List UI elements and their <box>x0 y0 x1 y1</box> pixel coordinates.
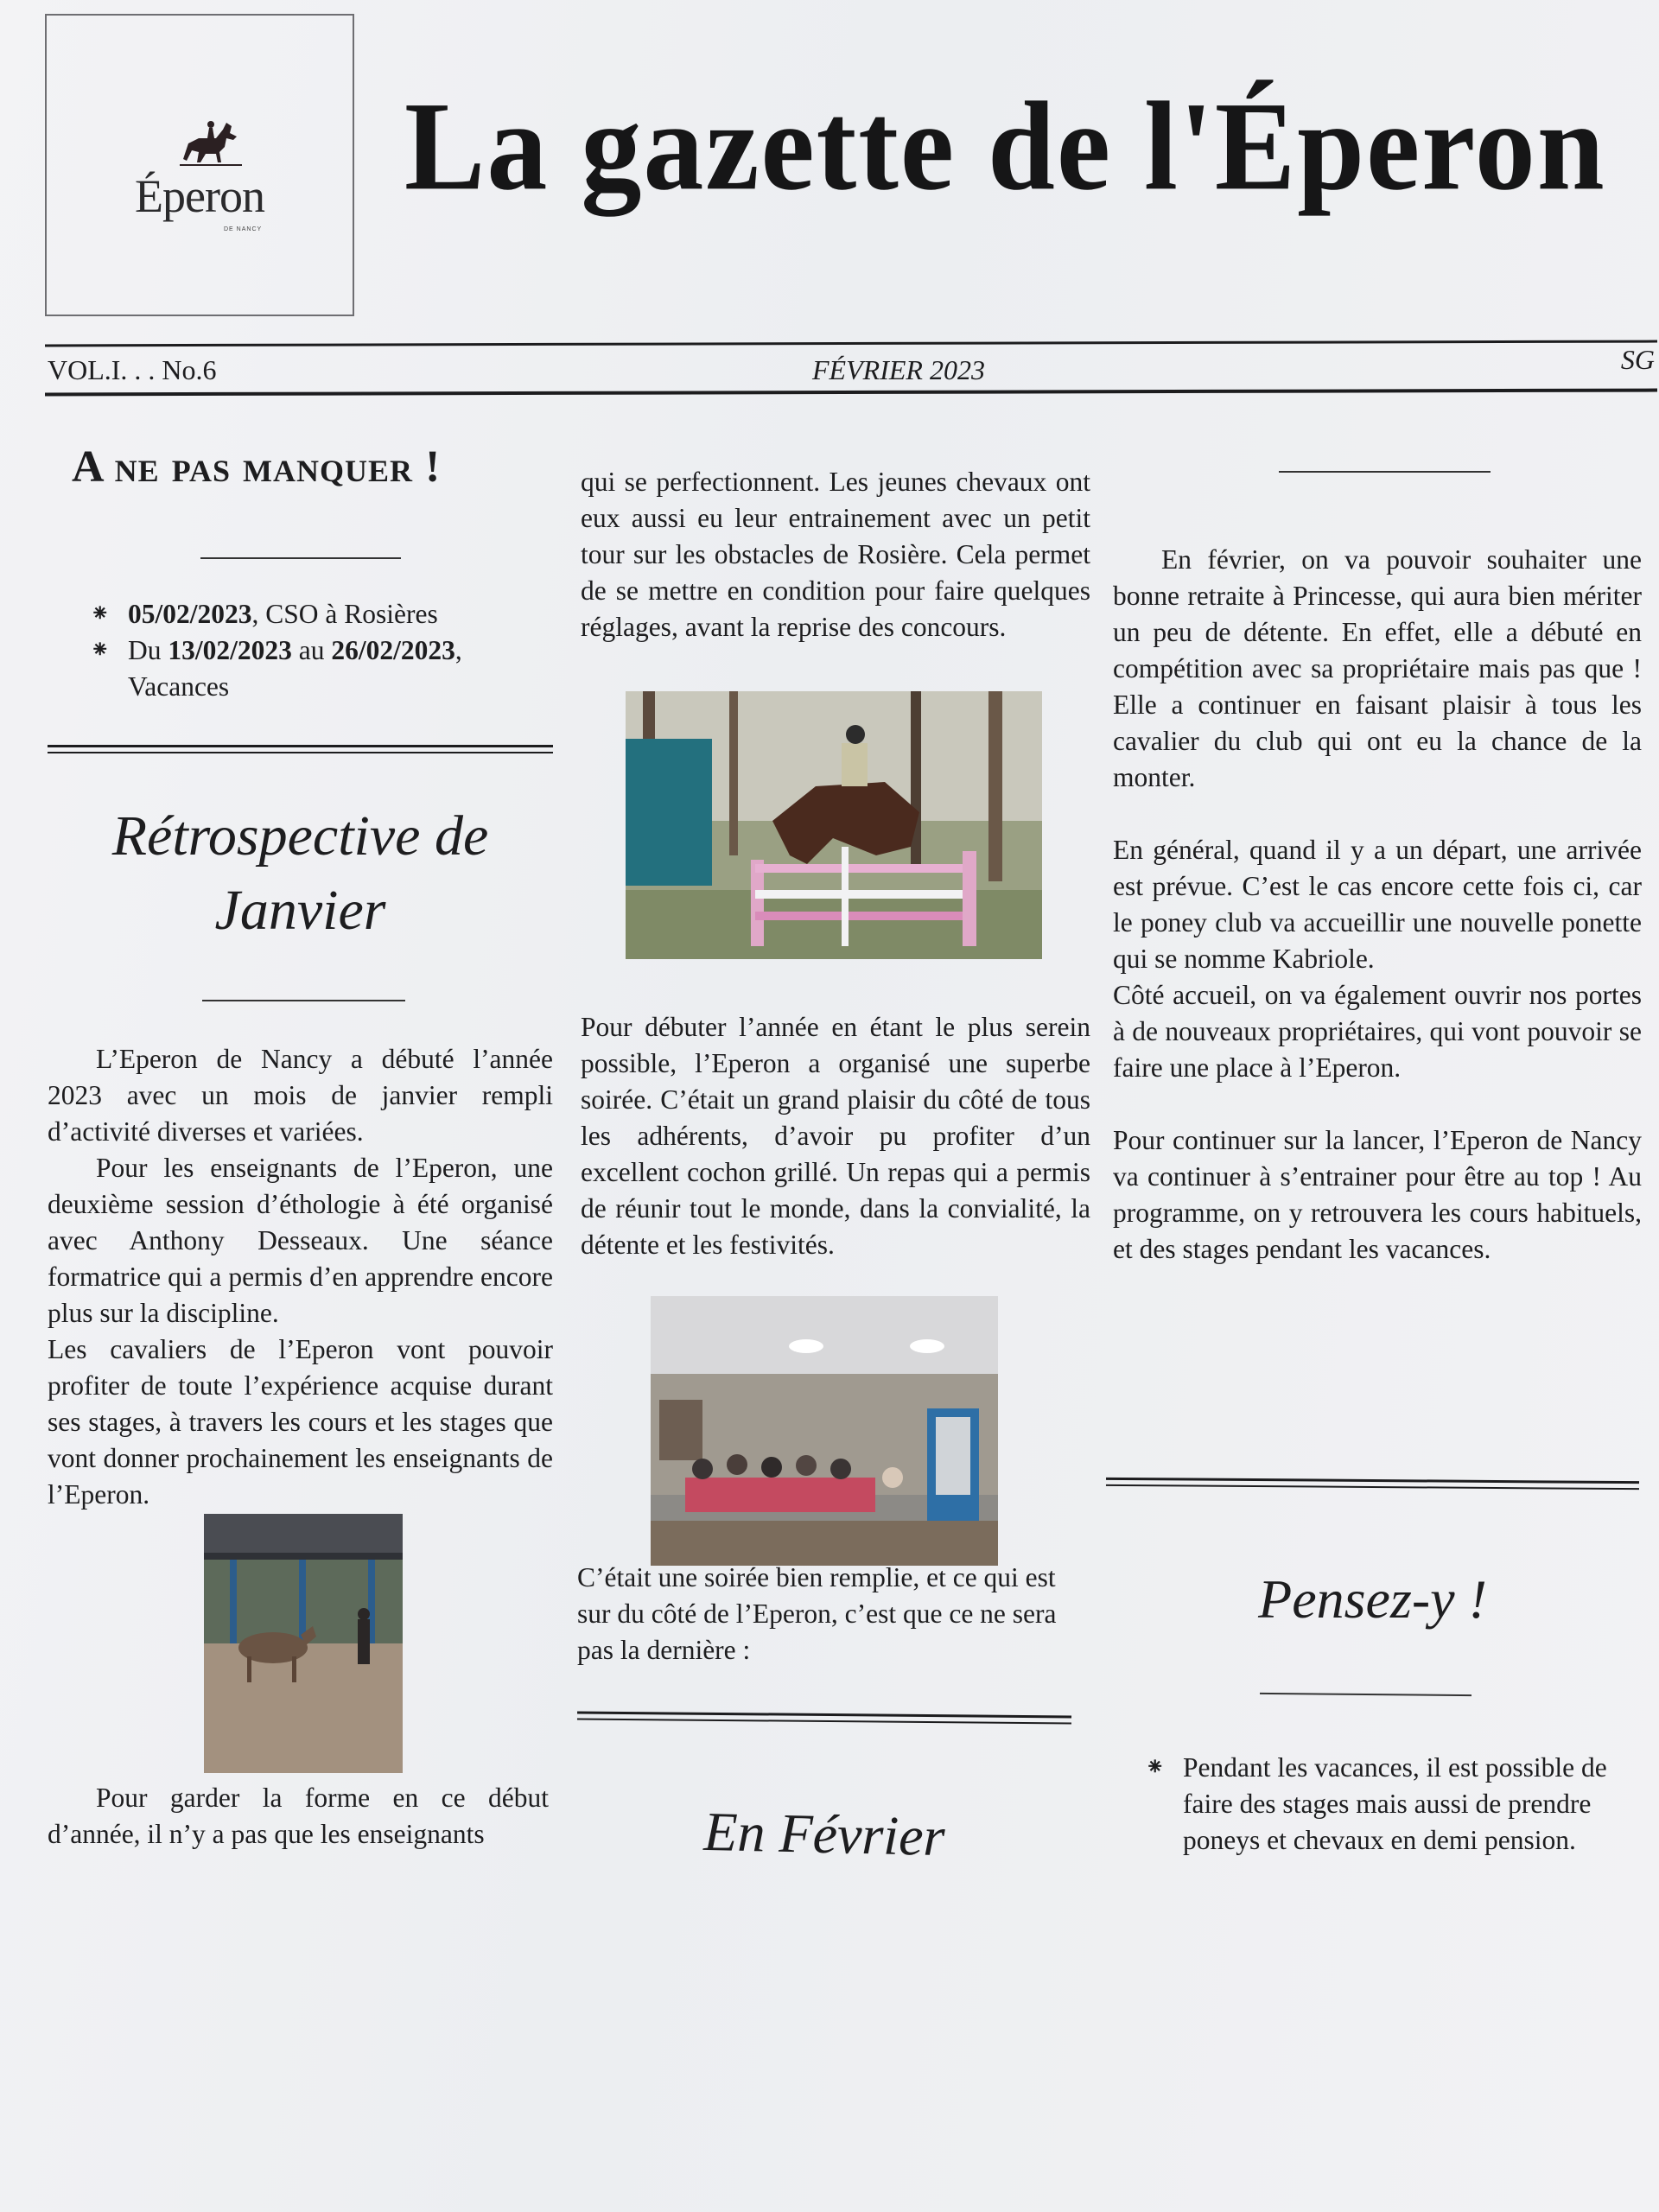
event-date-end: 26/02/2023 <box>331 635 455 665</box>
pensez-y-text: Pendant les vacances, il est possible de faire des stages mais aussi de prendre poneys et chevaux en demi pension. <box>1183 1752 1607 1855</box>
heading-ne-pas-manquer: A ne pas manquer ! <box>72 442 442 492</box>
paragraph: Pour continuer sur la lancer, l’Eperon de Nancy va continuer à s’entrainer pour être au top ! Au programme, on y retrouvera les cours habituels, et des stages pendant les vacances. <box>1113 1125 1642 1264</box>
paragraph: Les cavaliers de l’Eperon vont pouvoir profiter de toute l’expérience acquise durant ses stages, à travers les cours et les stages que vont donner prochainement les enseignants de l’Eperon. <box>48 1334 553 1510</box>
middle-column-top <box>581 464 1090 645</box>
heading-line-1: Rétrospective de <box>111 804 489 868</box>
author-initials: SG <box>1620 344 1655 375</box>
event-prefix: Du <box>128 635 168 665</box>
events-list <box>90 596 561 705</box>
retrospective-body-end <box>48 1780 549 1853</box>
photo-horse-jumping <box>626 691 1042 959</box>
left-column <box>48 442 553 492</box>
paragraph: En février, on va pouvoir souhaiter une bonne retraite à Princesse, qui aura bien mériter un peu de détente. En effet, elle a débuté en compétition avec sa propriétaire mais pas que ! Elle a continuer en faisant plaisir à tous les cavalier du club qui ont eu la chance de la monter. <box>1113 544 1642 792</box>
event-date: 05/02/2023 <box>128 599 252 629</box>
volume-number: VOL.I. . . No.6 <box>48 354 217 385</box>
event-text: , CSO à Rosières <box>251 599 438 629</box>
pensez-y-item <box>1145 1750 1636 1859</box>
logo-wordmark: Éperon <box>135 170 264 222</box>
paragraph: En général, quand il y a un départ, une arrivée est prévue. C’est le cas encore cette fois ci, car le poney club va accueillir une nouvelle ponette qui se nomme Kabriole. <box>1113 835 1642 974</box>
photo-horse-arena <box>204 1514 403 1773</box>
section-double-rule <box>1106 1478 1639 1490</box>
event-text: , Vacances <box>128 635 462 702</box>
divider-short <box>202 1000 405 1001</box>
middle-column-mid <box>581 1009 1090 1263</box>
paragraph: qui se perfectionnent. Les jeunes chevaux ont eux aussi eu leur entrainement avec un petit tour sur les obstacles de Rosière. Cela permet de se mettre en condition pour faire quelques réglages, avant la reprise des concours. <box>581 467 1090 642</box>
heading-retrospective <box>48 799 553 948</box>
middle-column-bottom <box>577 1560 1078 1669</box>
divider-short <box>1260 1693 1471 1696</box>
asterisk-bullet-icon: ⁕ <box>90 637 111 664</box>
right-column <box>1113 542 1642 1268</box>
paragraph: Pour garder la forme en ce début d’année, il n’y a pas que les enseignants <box>48 1783 549 1849</box>
horse-rider-logo-icon <box>176 118 245 169</box>
paragraph: Pour débuter l’année en étant le plus serein possible, l’Eperon a organisé une superbe soirée. C’était un grand plaisir du côté de tous les adhérents, d’avoir pu profiter d’un excellent cochon grillé. Un repas qui a permis de réunir tout le monde, dans la convialité, la détente et les festivités. <box>581 1012 1090 1260</box>
masthead-title: La gazette de l'Éperon <box>404 76 1606 217</box>
section-double-rule <box>577 1712 1071 1725</box>
logo-box <box>45 14 354 316</box>
asterisk-bullet-icon: ⁕ <box>1145 1754 1166 1781</box>
heading-line-2: Janvier <box>214 879 386 942</box>
heading-pensez-y: Pensez-y ! <box>1258 1568 1487 1630</box>
heading-en-fevrier: En Février <box>702 1800 946 1868</box>
section-double-rule <box>48 745 553 753</box>
paragraph: C’était une soirée bien remplie, et ce qui est sur du côté de l’Eperon, c’est que ce ne sera pas la dernière : <box>577 1562 1057 1665</box>
event-date-start: 13/02/2023 <box>168 635 292 665</box>
event-mid: au <box>291 635 332 665</box>
divider-short <box>200 557 401 559</box>
pensez-y-list <box>1145 1750 1636 1859</box>
event-item-vacances <box>90 632 561 705</box>
paragraph: L’Eperon de Nancy a débuté l’année 2023 avec un mois de janvier rempli d’activité diverses et variées. <box>48 1044 553 1147</box>
paragraph: Pour les enseignants de l’Eperon, une deuxième session d’éthologie à été organisé avec Anthony Desseaux. Une séance formatrice qui a permis d’en apprendre encore plus sur la discipline. <box>48 1153 553 1328</box>
event-item-cso <box>90 596 561 632</box>
photo-dinner-party <box>651 1296 998 1566</box>
retrospective-body <box>48 1041 553 1513</box>
divider-short <box>1279 471 1491 473</box>
paragraph: Côté accueil, on va également ouvrir nos portes à de nouveaux propriétaires, qui vont pouvoir se faire une place à l’Eperon. <box>1113 980 1642 1083</box>
masthead-rule-top <box>45 340 1657 347</box>
logo-subtitle: DE NANCY <box>224 226 263 232</box>
asterisk-bullet-icon: ⁕ <box>90 601 111 627</box>
issue-date: FÉVRIER 2023 <box>812 354 985 385</box>
